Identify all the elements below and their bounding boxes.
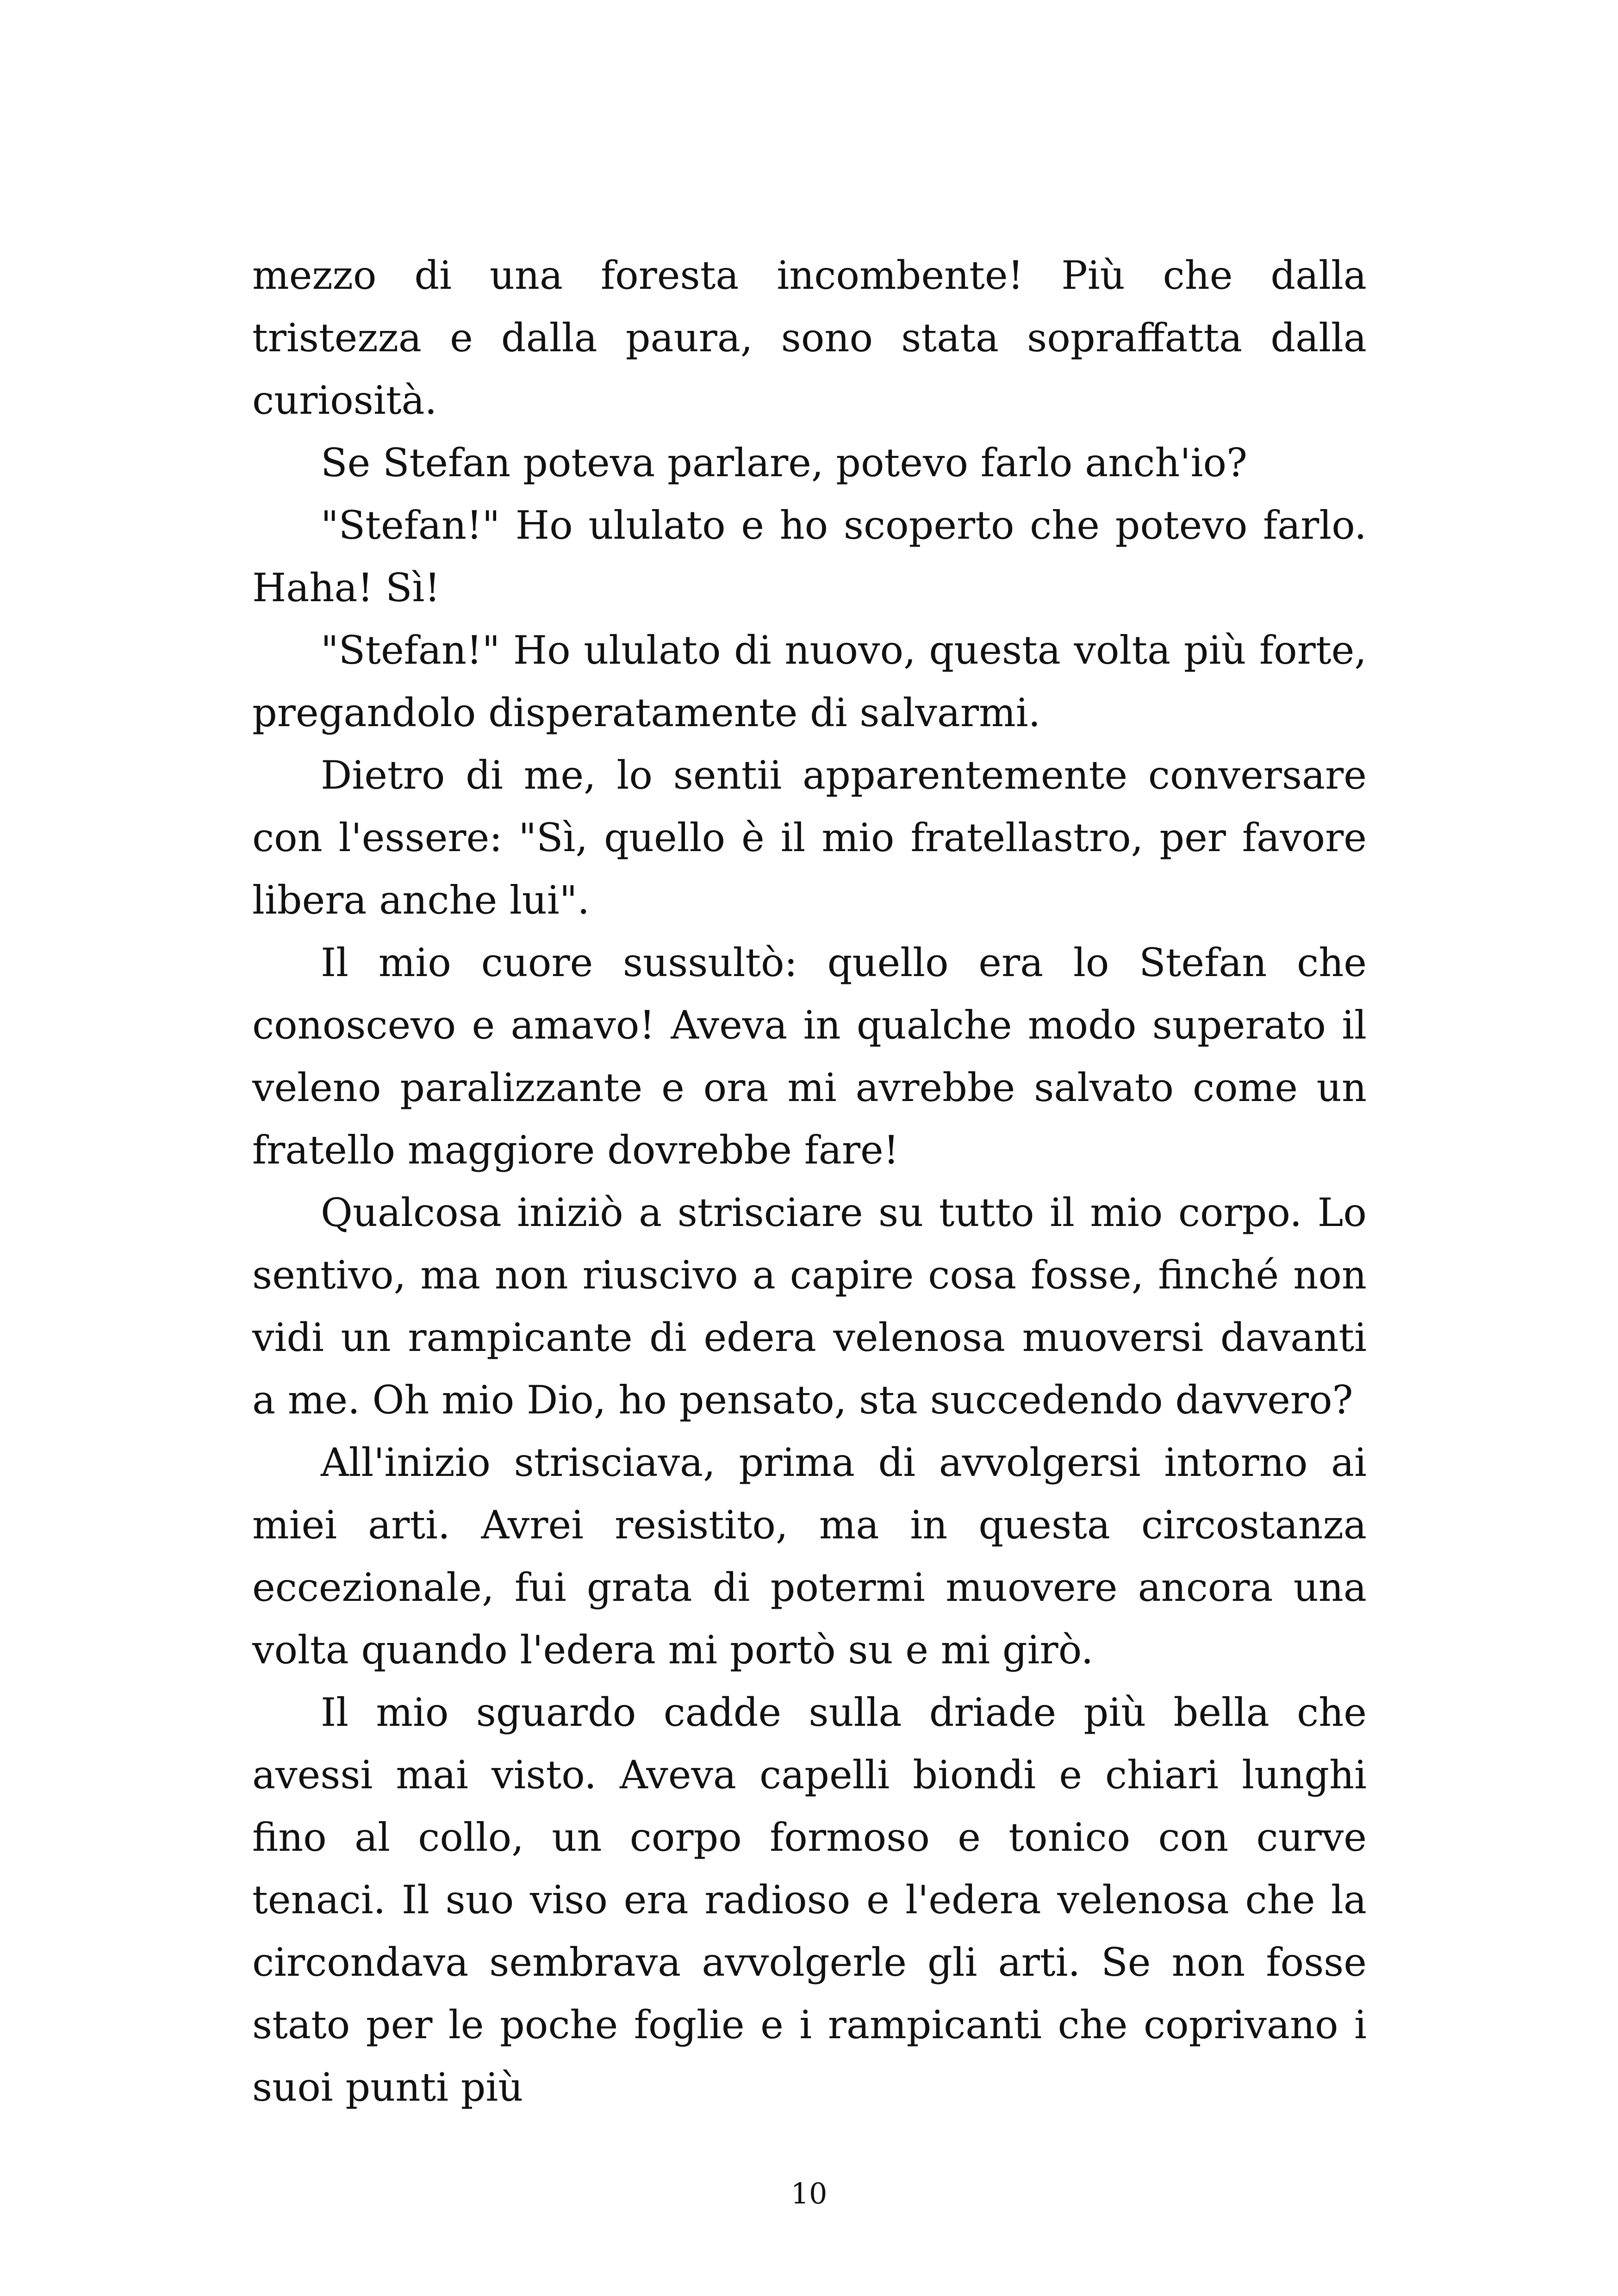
paragraph: Qualcosa iniziò a strisciare su tutto il mio corpo. Lo sentivo, ma non riuscivo a capire cosa fosse, finché non vidi un rampicante di edera velenosa muoversi davanti a me. Oh mio Dio, ho pensato, sta succedendo davvero? (252, 1190, 1367, 1423)
paragraph: All'inizio strisciava, prima di avvolgersi intorno ai miei arti. Avrei resistito, ma in questa circostanza eccezionale, fui grata di potermi muovere ancora una volta quando l'edera mi portò su e mi girò. (252, 1440, 1367, 1673)
page-number: 10 (790, 2177, 828, 2210)
paragraph: mezzo di una foresta incombente! Più che dalla tristezza e dalla paura, sono stata sopraffatta dalla curiosità. (252, 253, 1367, 423)
paragraph: "Stefan!" Ho ululato e ho scoperto che potevo farlo. Haha! Sì! (252, 503, 1367, 610)
body-text (252, 244, 1367, 2119)
paragraph: Il mio sguardo cadde sulla driade più bella che avessi mai visto. Aveva capelli biondi e chiari lunghi fino al collo, un corpo formoso e tonico con curve tenaci. Il suo viso era radioso e l'edera velenosa che la circondava sembrava avvolgerle gli arti. Se non fosse stato per le poche foglie e i rampicanti che coprivano i suoi punti più (252, 1690, 1367, 2110)
paragraph: Il mio cuore sussultò: quello era lo Stefan che conoscevo e amavo! Aveva in qualche modo superato il veleno paralizzante e ora mi avrebbe salvato come un fratello maggiore dovrebbe fare! (252, 940, 1367, 1173)
paragraph: Se Stefan poteva parlare, potevo farlo anch'io? (321, 440, 1248, 485)
paragraph: "Stefan!" Ho ululato di nuovo, questa volta più forte, pregandolo disperatamente di salvarmi. (252, 628, 1367, 735)
paragraph: Dietro di me, lo sentii apparentemente conversare con l'essere: "Sì, quello è il mio fratellastro, per favore libera anche lui". (252, 753, 1367, 923)
